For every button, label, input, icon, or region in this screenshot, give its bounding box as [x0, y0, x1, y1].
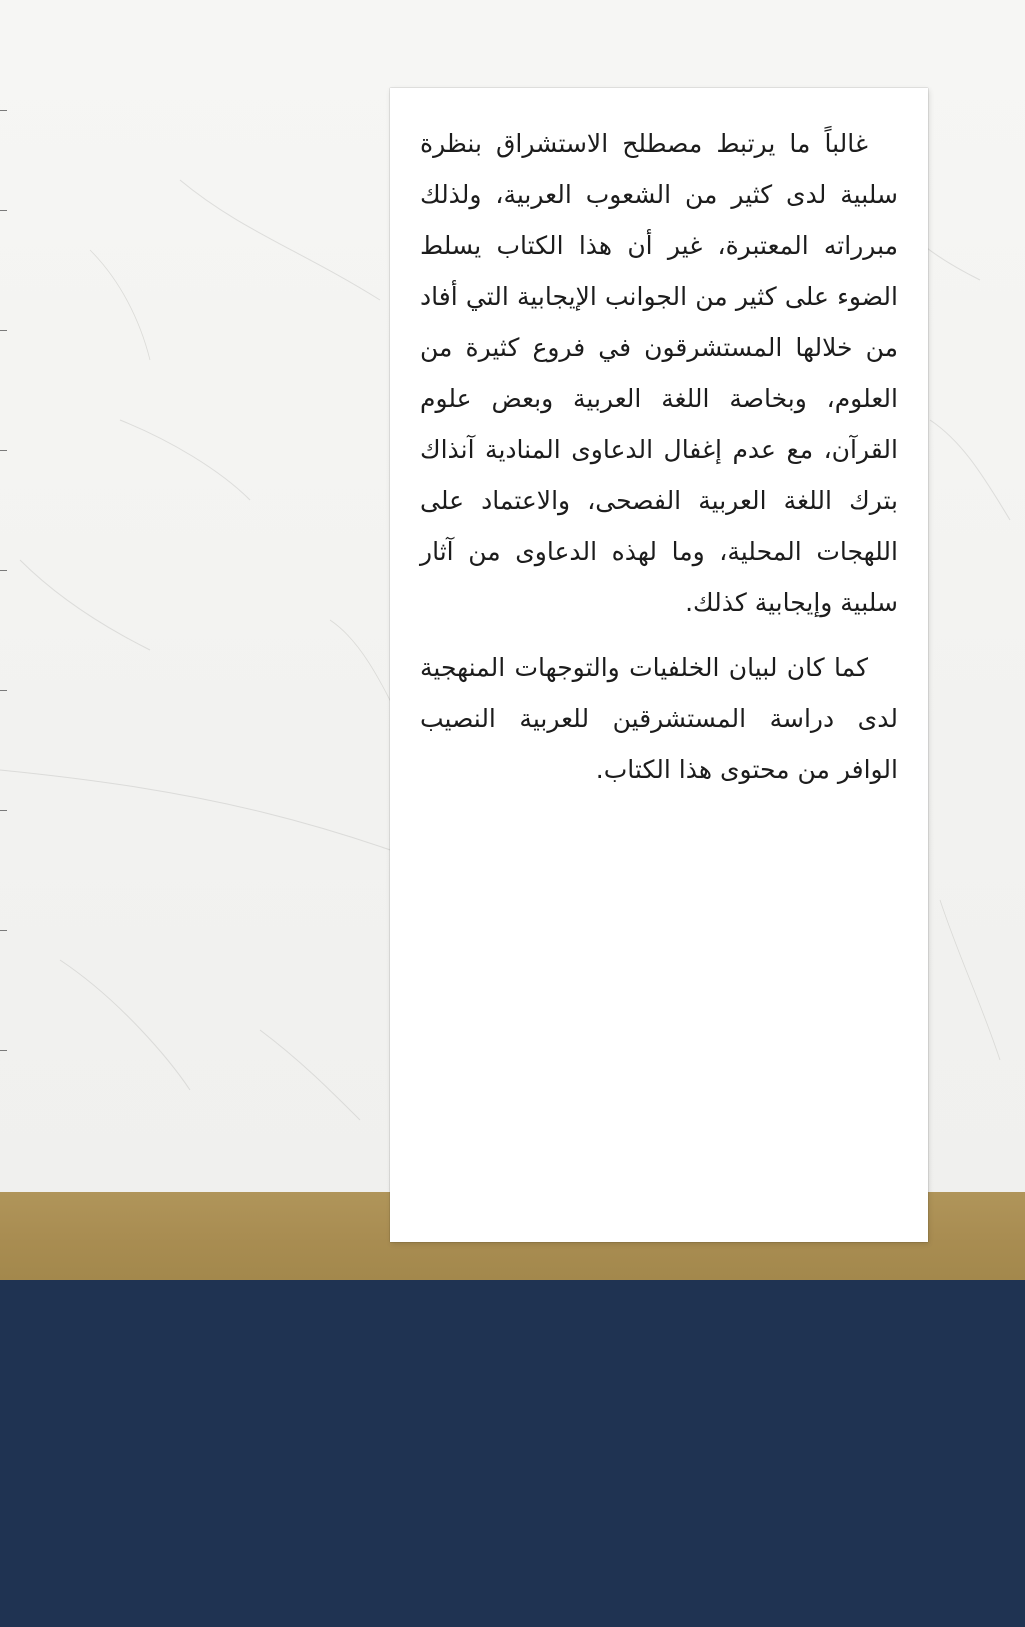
blurb-paragraph-1: غالباً ما يرتبط مصطلح الاستشراق بنظرة سلبية لدى كثير من الشعوب العربية، ولذلك مبرراته المعتبرة، غير أن هذا الكتاب يسلط الضوء على كثير من الجوانب الإيجابية التي أفاد من خلالها المستشرقون في فروع كثيرة من العلوم، وبخاصة اللغة العربية وبعض علوم القرآن، مع عدم إغفال الدعاوى المنادية آنذاك بترك اللغة العربية الفصحى، والاعتماد على اللهجات المحلية، وما لهذه الدعاوى من آثار سلبية وإيجابية كذلك. — [420, 129, 898, 617]
blurb-paragraph-2: كما كان لبيان الخلفيات والتوجهات المنهجية لدى دراسة المستشرقين للعربية النصيب الوافر من محتوى هذا الكتاب. — [420, 653, 898, 784]
blurb-card — [390, 88, 928, 1242]
blurb-text — [420, 118, 898, 809]
edge-ticks — [0, 0, 12, 1192]
navy-footer-band — [0, 1280, 1025, 1627]
